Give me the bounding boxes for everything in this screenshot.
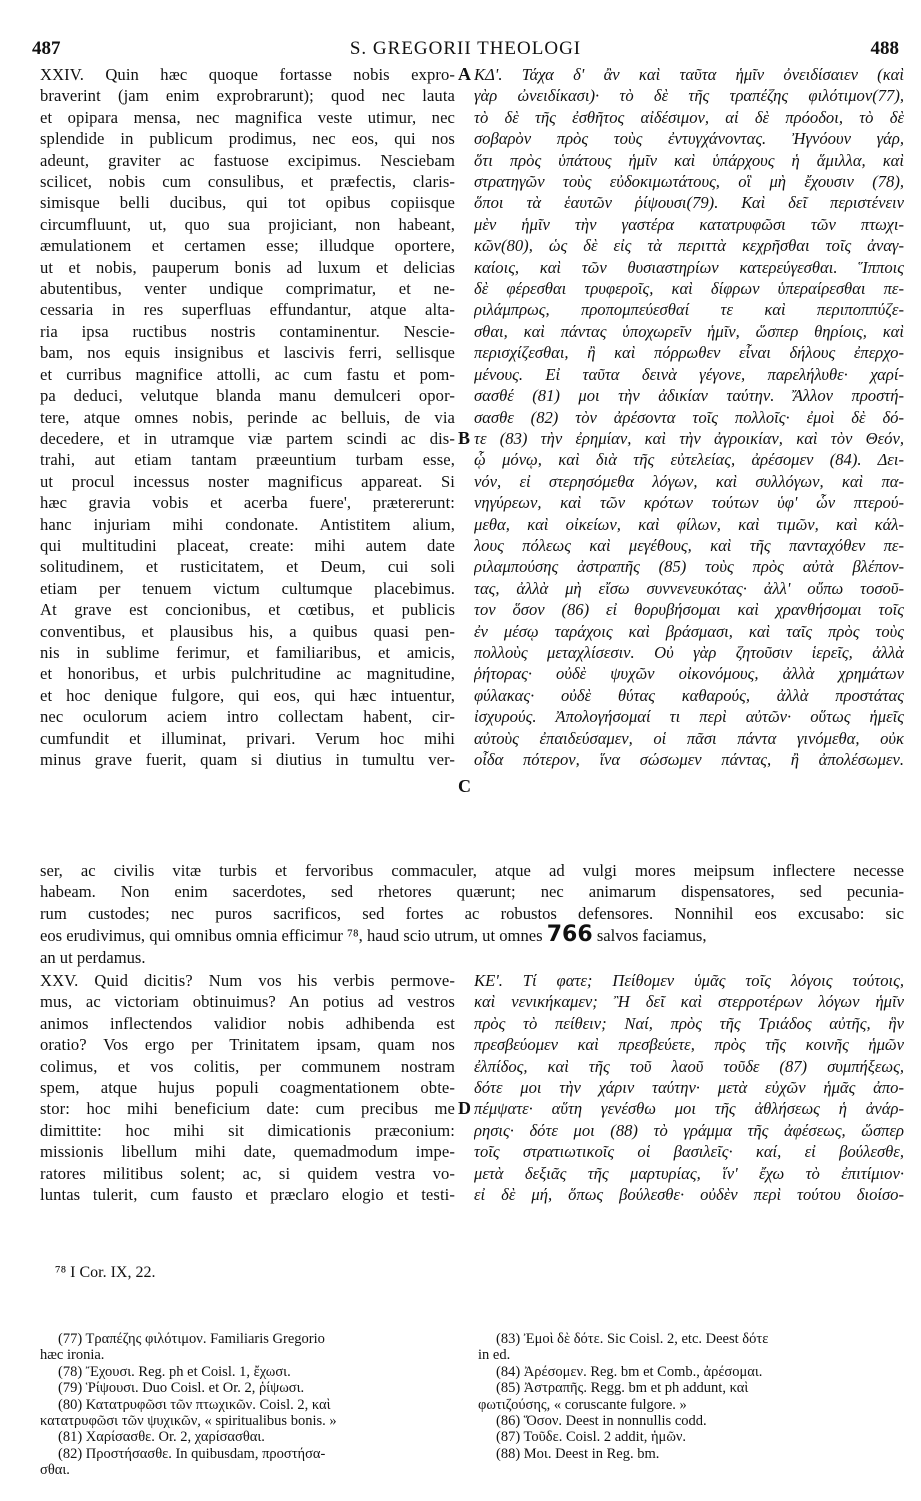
greek-line: εἰ δὲ μή, ὅπως βούλεσθε· οὐδὲν περὶ τούτου διοίσο- [474, 1185, 904, 1205]
greek-line: πολλοὺς μεταχλίσεσιν. Οὐ γὰρ ζητοῦσιν ἱερεῖς, ἀλλὰ [474, 642, 904, 662]
footnote-line: (84) Ἀρέσομεν. Reg. bm et Comb., ἀρέσομαι. [496, 1363, 763, 1380]
footnote-line: (83) Ἐμοὶ δὲ δότε. Sic Coisl. 2, etc. Deest δότε [496, 1331, 769, 1347]
footnotes-right [478, 1331, 906, 1462]
greek-line: λους πόλεως καὶ μεγέθους, καὶ τῆς πανταχόθεν πε- [474, 535, 904, 555]
latin-line: spem, atque hujus populi coagmentationem obte- [40, 1078, 455, 1098]
footnote-line: (81) Χαρίσασθε. Or. 2, χαρίσασθαι. [58, 1429, 265, 1446]
latin-line: missionis libellum mihi date, quemadmodum impe- [40, 1142, 455, 1162]
latin-line: et hoc denique fulgore, qui eos, qui hæc intuentur, [40, 685, 455, 705]
latin-line: simisque belli ducibus, qui tot opibus copiisque [40, 193, 455, 213]
section-marker-b: B [458, 428, 471, 448]
full-line-text: eos erudivimus, qui omnibus omnia efficimur ⁷⁸, haud scio utrum, ut omnes [40, 926, 543, 946]
greek-line: τον ὅσον (86) εἰ θορυβήσομαι καὶ χρανθήσομαι τοῖς [474, 600, 904, 620]
footnote-line: (78) Ἔχουσι. Reg. ph et Coisl. 1, ἔχωσι. [58, 1363, 291, 1380]
greek-column-upper [474, 64, 904, 770]
latin-line: bam, nos equis insignibus et lascivis ferri, sellisque [40, 343, 455, 363]
latin-line: decedere, et in utramque viæ partem scindi ac dis- [40, 428, 455, 448]
latin-line: ut et nobis, pauperum bonis ad luxum et delicias [40, 257, 455, 277]
running-title: S. GREGORII THEOLOGI [349, 38, 582, 59]
footnote-line: in ed. [478, 1347, 511, 1364]
section-marker-a: A [458, 64, 471, 84]
latin-line: etiam per tenuem victum cultumque placebimus. [40, 578, 455, 598]
greek-line: φύλακας· οὐδὲ θύτας καθαρούς, ἀλλὰ προστάτας [474, 685, 904, 705]
latin-line: minus grave fuerit, quam si diutius in tumultu ver- [40, 750, 455, 769]
footnote-line: φωτιζούσης, « coruscante fulgore. » [478, 1396, 687, 1413]
full-line-tail: salvos faciamus, [596, 926, 707, 946]
latin-line: mus, ac victoriam obtinuimus? An potius ad vestros [40, 992, 455, 1012]
latin-line: At grave est concionibus, et cœtibus, et publicis [40, 600, 455, 620]
footnote-line: (82) Προστήσασθε. In quibusdam, προστήσα- [58, 1445, 326, 1462]
latin-line: et honoribus, et urbis pulchritudine ac magnitudine, [40, 664, 455, 684]
latin-line: scilicet, nobis cum consulibus, et præfectis, claris- [40, 172, 455, 192]
footnote-line: (87) Τοῦδε. Coisl. 2 addit, ἡμῶν. [496, 1429, 687, 1446]
latin-line: ria ipsa ructibus nostris contaminentur. Nescie- [40, 321, 455, 341]
latin-line: splendide in publicum prodimus, nec eos, qui nos [40, 129, 455, 149]
footnote-line: (86) Ὅσον. Deest in nonnullis codd. [496, 1413, 707, 1430]
greek-line: οἶδα πότερον, ἵνα σώσωμεν πάντας, ἢ ἀπολέσωμεν. [474, 750, 904, 769]
latin-line: animos inflectendos validior nobis adhibenda est [40, 1013, 455, 1033]
footnotes-left [40, 1331, 478, 1479]
greek-line: ὅτι πρὸς ὑπάτους ἡμῖν καὶ ὑπάρχους ἡ ἅμιλλα, καὶ [474, 150, 904, 170]
greek-line: τας, ἀλλὰ μὴ εἴσω συννενευκότας· ἀλλ' οὔπω τοσοῦ- [474, 578, 904, 598]
greek-line: καίοις, καὶ τῶν θυσιαστηρίων κατερεύγεσθαι. Ἵπποις [474, 257, 904, 277]
latin-line: luntas tulerit, cum fausto et præclaro elogio et testi- [40, 1185, 455, 1205]
greek-line: αὐτοὺς ἐπαιδεύσαμεν, οἱ πᾶσι πάντα γινόμεθα, οὐκ [474, 728, 904, 748]
full-line: an ut perdamus. [40, 947, 146, 967]
latin-full-width-block [40, 860, 904, 968]
latin-line: nec oculorum aciem intro collectam habent, cir- [40, 707, 455, 727]
section-marker-c: C [458, 776, 471, 796]
latin-line: hanc injuriam mihi condonate. Antistitem alium, [40, 514, 455, 534]
greek-line: πέμψατε· αὕτη γενέσθω μοι τῆς ἀθλήσεως ἡ ἀνάρ- [474, 1099, 904, 1119]
greek-line: σασθε (82) τὸν ἀρέσοντα τοῖς πολλοῖς· ἐμοὶ δὲ δό- [474, 407, 904, 427]
greek-line: νόν, εἰ στερησόμεθα λόγων, καὶ συλλόγων, καὶ πα- [474, 471, 904, 491]
greek-line: πρεσβεύομεν καὶ πρεσβεύετε, πρὸς τῆς κοινῆς ἡμῶν [474, 1035, 904, 1055]
greek-line: σοβαρὸν πρὸς τοὺς ἐντυγχάνοντας. Ἠγνόουν γάρ, [474, 129, 904, 149]
greek-line: ῥήτορας· οὐδὲ ψυχῶν οἰκονόμους, ἀλλὰ χρημάτων [474, 664, 904, 684]
greek-line: σασθέ (81) μοι τὴν ἀδικίαν ταύτην. Ἄλλον προστή- [474, 386, 904, 406]
greek-line: ὅποι τὰ ἑαυτῶν ῥίψουσι(79). Καὶ δεῖ περιστένειν [474, 193, 904, 213]
latin-line: conventibus, et plausibus his, a quibus quasi pen- [40, 621, 455, 641]
greek-line: δότε μοι τὴν χάριν ταύτην· μετὰ εὐχῶν ἡμᾶς ἀπο- [474, 1078, 904, 1098]
greek-line: γὰρ ὠνειδίκασι)· τὸ δὲ τῆς τραπέζης φιλότιμον(77), [474, 86, 904, 106]
column-number: 766 [546, 924, 593, 947]
latin-line: XXIV. Quin hæc quoque fortasse nobis expro- [40, 65, 455, 84]
full-line: ser, ac civilis vitæ turbis et fervoribus commaculer, atque ad vulgi mores meipsum inflectere necesse [40, 861, 904, 880]
latin-line: circumfluunt, ut, quo sua projiciant, non habeant, [40, 214, 455, 234]
footnote-line: (85) Ἀστραπῆς. Regg. bm et ph addunt, καὶ [496, 1380, 749, 1397]
latin-column-lower [40, 970, 455, 1205]
latin-line: cessaria in res superfluas effundantur, atque alta- [40, 300, 455, 320]
latin-line: trahi, aut etiam tantam præeuntium turbam esse, [40, 450, 455, 470]
footnote-line: σθαι. [40, 1462, 70, 1479]
greek-line: ρησις· δότε μοι (88) τὸ γράμμα τῆς ἀφέσεως, ὥσπερ [474, 1120, 904, 1140]
footnote-line: (77) Τραπέζης φιλότιμον. Familiaris Gregorio [58, 1331, 325, 1347]
latin-line: solitudinem, et rusticitatem, et Deum, cui soli [40, 557, 455, 577]
latin-line: adeunt, graviter ac fastuose excipimus. Nesciebam [40, 150, 455, 170]
greek-line: μεθα, καὶ οἰκείων, καὶ φίλων, καὶ τιμῶν, καὶ κάλ- [474, 514, 904, 534]
full-line: rum custodes; nec puros sacrificos, sed fortes ac robustos defensores. Nonnihil eos excusabo: sic [40, 903, 904, 923]
latin-line: dimittite: hoc mihi sit dimicationis præconium: [40, 1120, 455, 1140]
section-marker-d: D [458, 1098, 471, 1118]
latin-line: abutentibus, venter undique comprimatur, et ne- [40, 279, 455, 299]
footnote-line: (79) Ῥίψουσι. Duo Coisl. et Or. 2, ῥίψωσι. [58, 1380, 305, 1397]
footnote-line: hæc ironia. [40, 1347, 105, 1364]
scripture-footnote: ⁷⁸ I Cor. IX, 22. [55, 1264, 156, 1281]
footnote-line: (80) Κατατρυφῶσι τῶν πτωχικῶν. Coisl. 2, καὶ [58, 1396, 331, 1413]
greek-line: τὸ δὲ τῆς ἐσθῆτος αἰδέσιμον, αἱ δὲ πρόοδοι, τὸ δὲ [474, 107, 904, 127]
greek-line: ΚΕʹ. Τί φατε; Πείθομεν ὑμᾶς τοῖς λόγοις τούτοις, [474, 971, 904, 990]
greek-line: κῶν(80), ὡς δὲ εἰς τὰ περιττὰ κεχρῆσθαι τοῖς ἀναγ- [474, 236, 904, 256]
latin-line: ratores militibus solent; ac, si quidem vestra vo- [40, 1163, 455, 1183]
latin-line: colimus, et vos colitis, per communem nostram [40, 1056, 455, 1076]
full-line-with-column-number [40, 924, 904, 946]
latin-line: et opipara mensa, nec magnifica veste utimur, nec [40, 107, 455, 127]
greek-line: μετὰ δεξιᾶς τῆς μαρτυρίας, ἵν' ἔχω τὸ ἐπιτίμιον· [474, 1163, 904, 1183]
latin-line: XXV. Quid dicitis? Num vos his verbis permove- [40, 971, 455, 990]
greek-line: πρὸς τὸ πείθειν; Ναί, πρὸς τῆς Τριάδος αὐτῆς, ἣν [474, 1013, 904, 1033]
latin-line: æmulationem et certamen esse; illudque oportere, [40, 236, 455, 256]
latin-line: pa deduci, velutque blanda manu demulceri opor- [40, 386, 455, 406]
right-page-number: 488 [870, 38, 899, 59]
latin-line: stor: hoc mihi beneficium date: cum precibus me [40, 1099, 455, 1119]
greek-line: ΚΔʹ. Τάχα δ' ἂν καὶ ταῦτα ἡμῖν ὀνειδίσαιεν (καὶ [474, 65, 904, 84]
greek-column-lower [474, 970, 904, 1205]
greek-line: νηγύρεων, καὶ τῶν κρότων τούτων ὑφ' ὧν πτερού- [474, 493, 904, 513]
latin-column-upper [40, 64, 455, 770]
latin-line: hæc gravia vobis et acerba fuere', prætererunt: [40, 493, 455, 513]
footnote-line: (88) Μοι. Deest in Reg. bm. [496, 1445, 660, 1462]
left-page-number: 487 [32, 38, 61, 59]
greek-line: ἰσχυρούς. Ἀπολογήσομαί τι περὶ αὐτῶν· οὕτως ἡμεῖς [474, 707, 904, 727]
greek-line: τε (83) τὴν ἐρημίαν, καὶ τὴν ἀγροικίαν, καὶ τὸν Θεόν, [474, 428, 904, 448]
latin-line: et curribus magnifice attolli, ac cum fastu et pom- [40, 364, 455, 384]
greek-line: τοῖς στρατιωτικοῖς οἱ βασιλεῖς· καί, εἰ βούλεσθε, [474, 1142, 904, 1162]
latin-line: qui multitudini placeat, create: mihi autem date [40, 535, 455, 555]
greek-line: σθαι, καὶ πάντας ὑποχωρεῖν ἡμῖν, ὥσπερ θηρίοις, καὶ [474, 321, 904, 341]
latin-line: tere, atque omnes nobis, perinde ac belluis, de via [40, 407, 455, 427]
greek-line: μένους. Εἰ ταῦτα δεινὰ γέγονε, παρελήλυθε· χαρί- [474, 364, 904, 384]
greek-line: περισχίζεσθαι, ἢ καὶ πόρρωθεν εἶναι δήλους ἐπερχο- [474, 343, 904, 363]
latin-line: ut procul incessus noster magnificus appareat. Si [40, 471, 455, 491]
latin-line: oratio? Vos ergo per Trinitatem ipsam, quam nos [40, 1035, 455, 1055]
greek-line: ἐν μέσῳ ταράχοις καὶ βράσμασι, καὶ ταῖς πρὸς τοὺς [474, 621, 904, 641]
greek-line: ᾧ μόνῳ, καὶ διὰ τῆς εὐτελείας, ἀρέσομεν (84). Δει- [474, 450, 904, 470]
greek-line: καὶ νενικήκαμεν; Ἢ δεῖ καὶ στερροτέρων λόγων ἡμῖν [474, 992, 904, 1012]
footnote-line: κατατρυφῶσι τῶν ψυχικῶν, « spiritualibus bonis. » [40, 1413, 337, 1430]
latin-line: braverint (jam enim exprobrarunt); quod nec lauta [40, 86, 455, 106]
running-header [32, 38, 899, 66]
greek-line: ἐλπίδος, καὶ τῆς τοῦ λαοῦ τοῦδε (87) συμπήξεως, [474, 1056, 904, 1076]
greek-line: μὲν ἡμῖν τὴν γαστέρα κατατρυφῶσι τῶν πτωχι- [474, 214, 904, 234]
greek-line: ριλάμπρως, προπομπεύεσθαί τε καὶ περιποππύζε- [474, 300, 904, 320]
greek-line: στρατηγῶν τοὺς εὐδοκιμωτάτους, οἳ μὴ ἔχουσιν (78), [474, 172, 904, 192]
greek-line: δὲ φέρεσθαι τρυφεροῖς, καὶ δίφρων ὑπεραίρεσθαι πε- [474, 279, 904, 299]
greek-line: ριλαμπούσης ἀστραπῆς (85) τοὺς πρὸς αὐτὰ βλέπον- [474, 557, 904, 577]
latin-line: nis in sublime ferimur, et familiaribus, et amicis, [40, 642, 455, 662]
latin-line: cumfundit et illuminat, privari. Verum hoc mihi [40, 728, 455, 748]
full-line: habeam. Non enim sacerdotes, sed rhetores quærunt; nec animarum dispensatores, sed pecunia- [40, 882, 904, 902]
